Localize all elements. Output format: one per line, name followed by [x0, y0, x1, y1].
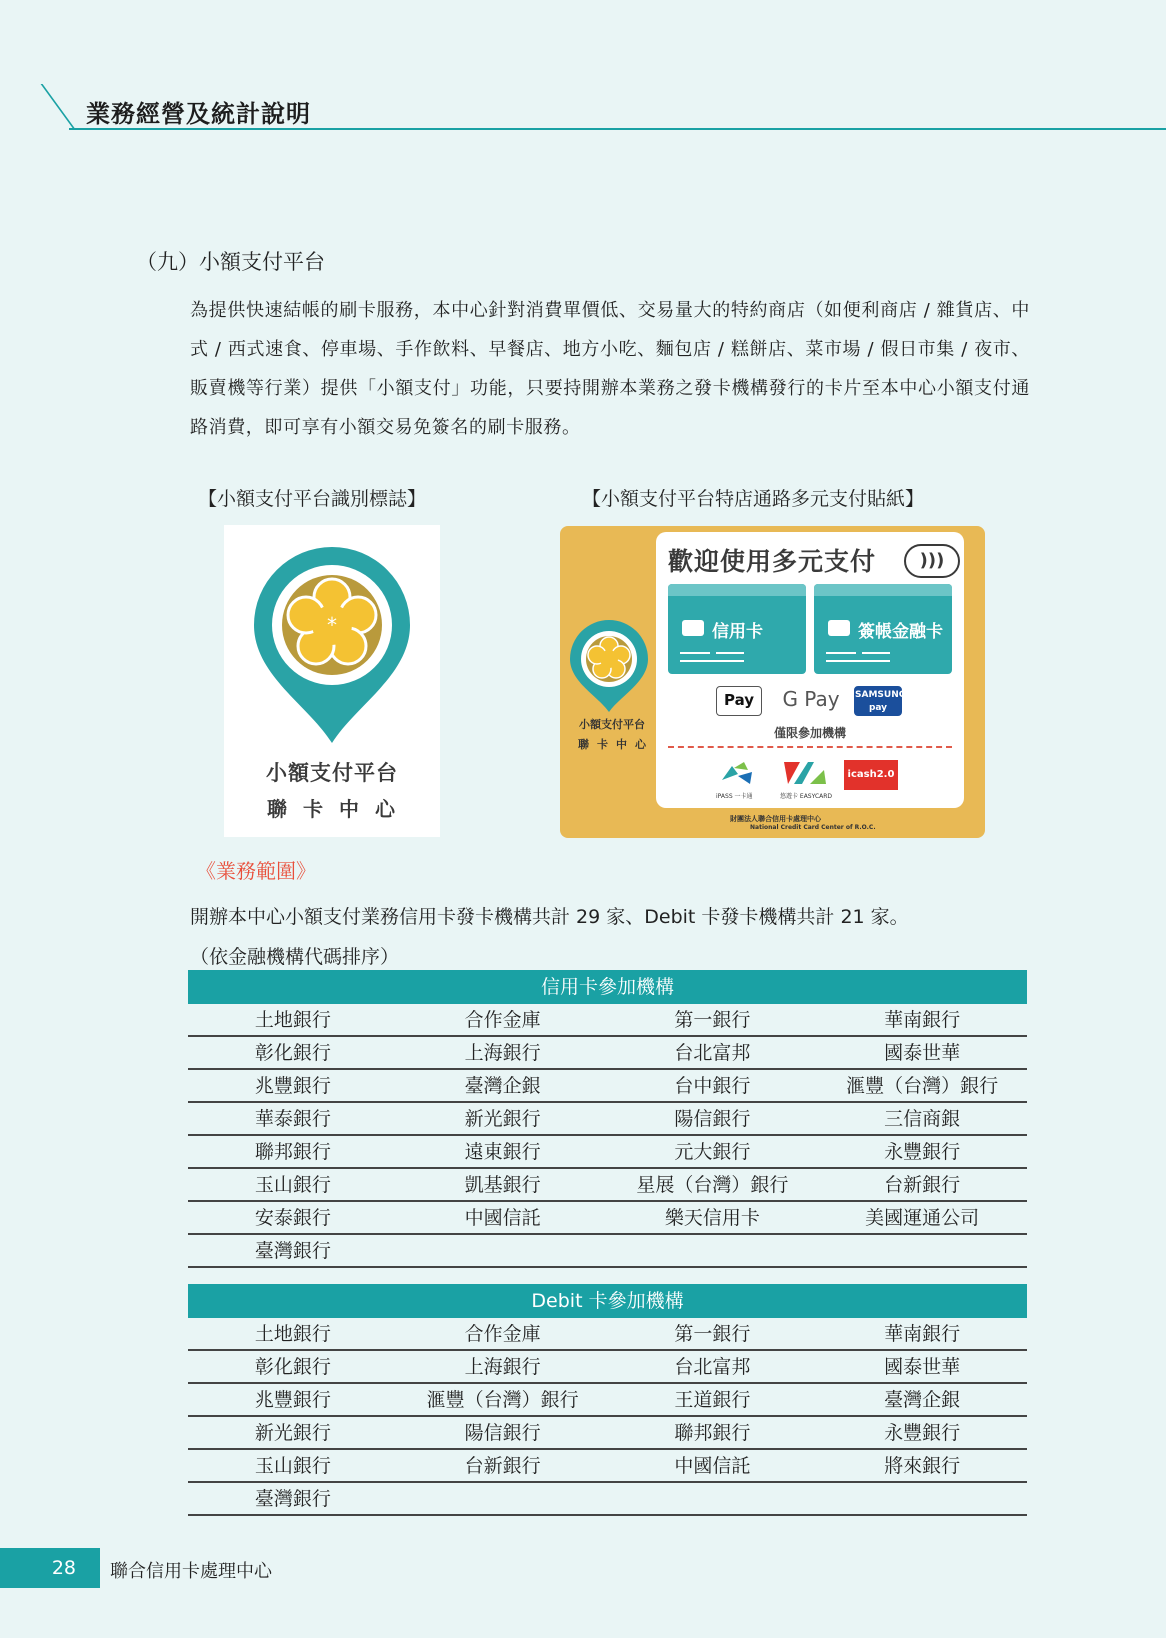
credit-card-graphic: [668, 584, 806, 674]
table-cell: 安泰銀行: [254, 1207, 331, 1229]
table-cell: 上海銀行: [464, 1042, 541, 1064]
credit-table-body: [188, 1004, 1027, 1268]
credit-card-institutions-table: [188, 970, 1027, 1268]
sticker-note: 僅限參加機構: [773, 726, 846, 740]
table-cell: 星展（台灣）銀行: [636, 1174, 789, 1196]
table-cell: 彰化銀行: [254, 1042, 331, 1064]
debit-card-institutions-table: [188, 1284, 1027, 1516]
table-row: [188, 1351, 1027, 1384]
table-cell: 滙豐（台灣）銀行: [426, 1389, 579, 1411]
debit-table-header: Debit 卡參加機構: [188, 1284, 1027, 1318]
micropayment-logo: [224, 525, 440, 837]
table-cell: 聯邦銀行: [254, 1141, 331, 1163]
table-cell: 台中銀行: [674, 1075, 751, 1097]
table-cell: 陽信銀行: [674, 1108, 751, 1130]
page-header-title: 業務經營及統計說明: [86, 100, 311, 128]
table-cell: 王道銀行: [674, 1389, 751, 1411]
table-cell: 合作金庫: [464, 1009, 541, 1031]
table-row: [188, 1169, 1027, 1202]
samsung-pay-logo: SAMSUNG pay: [854, 686, 902, 716]
sticker-panel: [656, 532, 964, 808]
table-cell: [398, 1483, 608, 1514]
contactless-icon: ))): [904, 544, 960, 578]
table-row: [188, 1202, 1027, 1235]
sort-note: （依金融機構代碼排序）: [190, 946, 400, 968]
table-cell: [398, 1235, 608, 1266]
table-cell: 滙豐（台灣）銀行: [846, 1075, 999, 1097]
table-cell: 元大銀行: [674, 1141, 751, 1163]
table-cell: 玉山銀行: [254, 1174, 331, 1196]
table-cell: 中國信託: [464, 1207, 541, 1229]
table-cell: [817, 1483, 1027, 1514]
card-stripe: [668, 584, 806, 596]
table-cell: 將來銀行: [884, 1455, 961, 1477]
table-cell: 台新銀行: [464, 1455, 541, 1477]
card-line: [680, 652, 710, 654]
logo-line2: 聯卡中心: [267, 797, 411, 821]
table-row: [188, 1136, 1027, 1169]
table-cell: [608, 1235, 818, 1266]
footer-org-name: 聯合信用卡處理中心: [110, 1561, 272, 1582]
credit-table-header: 信用卡參加機構: [188, 970, 1027, 1004]
table-row: [188, 1417, 1027, 1450]
easycard-logo-icon: [780, 758, 828, 788]
table-cell: 新光銀行: [464, 1108, 541, 1130]
icash-logo: icash2.0: [844, 760, 898, 790]
debit-card-graphic: [814, 584, 952, 674]
table-cell: 永豐銀行: [884, 1141, 961, 1163]
table-row: [188, 1004, 1027, 1037]
table-cell: 遠東銀行: [464, 1141, 541, 1163]
table-cell: 台新銀行: [884, 1174, 961, 1196]
table-row: [188, 1318, 1027, 1351]
table-cell: 土地銀行: [254, 1009, 331, 1031]
sticker-footer-cn: 財團法人聯合信用卡處理中心: [730, 815, 821, 823]
card-line: [826, 652, 856, 654]
table-cell: 第一銀行: [674, 1323, 751, 1345]
table-row: [188, 1483, 1027, 1516]
ipass-logo-icon: [718, 760, 758, 788]
table-cell: 臺灣銀行: [254, 1240, 331, 1262]
table-row: [188, 1450, 1027, 1483]
ipass-label: iPASS 一卡通: [716, 793, 753, 800]
card1-label: 信用卡: [712, 622, 763, 642]
table-cell: 臺灣企銀: [884, 1389, 961, 1411]
table-cell: 台北富邦: [674, 1356, 751, 1378]
apple-pay-label: Pay: [723, 691, 755, 709]
card-chip-icon: [682, 620, 704, 636]
table-cell: 國泰世華: [884, 1042, 961, 1064]
table-cell: 兆豐銀行: [254, 1075, 331, 1097]
sticker-heading: 歡迎使用多元支付: [668, 547, 877, 576]
card-line: [680, 660, 744, 662]
card-line: [716, 652, 744, 654]
card-chip-icon: [828, 620, 850, 636]
table-cell: [817, 1235, 1027, 1266]
logo-caption: 【小額支付平台識別標誌】: [198, 488, 427, 510]
table-cell: 華泰銀行: [254, 1108, 331, 1130]
table-cell: 玉山銀行: [254, 1455, 331, 1477]
table-cell: 彰化銀行: [254, 1356, 331, 1378]
table-cell: 新光銀行: [254, 1422, 331, 1444]
table-cell: 華南銀行: [884, 1009, 961, 1031]
table-row: [188, 1070, 1027, 1103]
section-title: （九）小額支付平台: [136, 250, 325, 274]
multi-payment-sticker: [560, 526, 985, 838]
table-cell: 上海銀行: [464, 1356, 541, 1378]
table-cell: 三信商銀: [884, 1108, 961, 1130]
scope-summary: 開辦本中心小額支付業務信用卡發卡機構共計 29 家、Debit 卡發卡機構共計 21 家。: [190, 906, 909, 928]
table-cell: 華南銀行: [884, 1323, 961, 1345]
sticker-pin-icon: [566, 616, 652, 716]
easycard-label: 悠遊卡 EASYCARD: [780, 793, 833, 800]
table-cell: 樂天信用卡: [664, 1207, 760, 1229]
table-row: [188, 1103, 1027, 1136]
intro-paragraph: 為提供快速結帳的刷卡服務，本中心針對消費單價低、交易量大的特約商店（如便利商店 / 雜貨店、中式 / 西式速食、停車場、手作飲料、早餐店、地方小吃、麵包店 / 糕餅店、菜市場 / 假日市集 / 夜市、販賣機等行業）提供「小額支付」功能，只要持開辦本業務之發卡機構發行的卡片至本中心小額支付通路消費，即可享有小額交易免簽名的刷卡服務。: [190, 300, 1030, 438]
logo-line1: 小額支付平台: [266, 761, 398, 785]
table-cell: 合作金庫: [464, 1323, 541, 1345]
table-cell: 永豐銀行: [884, 1422, 961, 1444]
sticker-side-label2: 聯卡中心: [578, 738, 654, 751]
table-cell: 凱基銀行: [464, 1174, 541, 1196]
scope-title: 《業務範圍》: [196, 859, 316, 883]
card-line: [862, 652, 890, 654]
table-row: [188, 1235, 1027, 1268]
sticker-side-label1: 小額支付平台: [579, 718, 645, 731]
table-cell: 美國運通公司: [865, 1207, 980, 1229]
table-cell: [608, 1483, 818, 1514]
page-number: 28: [0, 1548, 100, 1588]
debit-table-body: [188, 1318, 1027, 1516]
sticker-divider: [668, 746, 952, 748]
card-stripe: [814, 584, 952, 596]
sticker-footer-en: National Credit Card Center of R.O.C.: [750, 824, 876, 831]
table-cell: 國泰世華: [884, 1356, 961, 1378]
apple-pay-logo: [716, 686, 762, 716]
table-row: [188, 1037, 1027, 1070]
sticker-caption: 【小額支付平台特店通路多元支付貼紙】: [582, 488, 925, 510]
card2-label: 簽帳金融卡: [858, 622, 943, 642]
table-cell: 臺灣企銀: [464, 1075, 541, 1097]
table-row: [188, 1384, 1027, 1417]
google-pay-logo: G Pay: [780, 686, 842, 716]
table-cell: 兆豐銀行: [254, 1389, 331, 1411]
table-cell: 中國信託: [674, 1455, 751, 1477]
table-cell: 台北富邦: [674, 1042, 751, 1064]
table-cell: 陽信銀行: [464, 1422, 541, 1444]
svg-text:*: *: [327, 613, 337, 637]
location-pin-plum-icon: [224, 525, 440, 757]
card-line: [826, 660, 890, 662]
table-cell: 聯邦銀行: [674, 1422, 751, 1444]
table-cell: 第一銀行: [674, 1009, 751, 1031]
header-slant-decoration: [11, 84, 76, 130]
table-cell: 臺灣銀行: [254, 1488, 331, 1510]
table-cell: 土地銀行: [254, 1323, 331, 1345]
